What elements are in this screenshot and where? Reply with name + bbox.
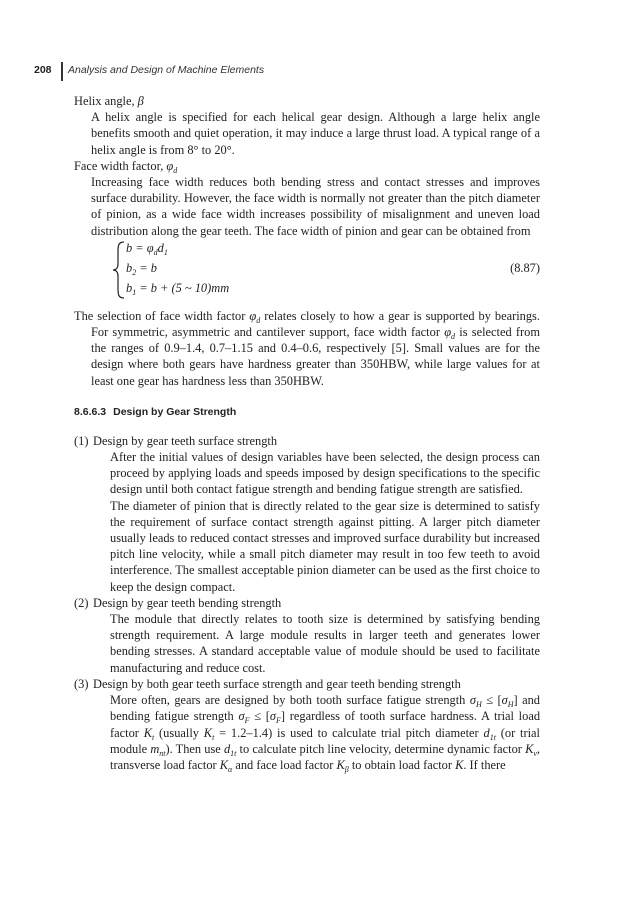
- p3-h: to calculate pitch line velocity, determine dynamic factor: [239, 741, 522, 756]
- item-number: (3): [74, 676, 89, 691]
- kt-2: K: [203, 725, 213, 740]
- eq3-tail: = b + (5 ~ 10)mm: [136, 280, 230, 295]
- p3-g: ). Then use: [165, 741, 221, 756]
- helix-symbol: β: [137, 94, 144, 108]
- sigma-f: σ: [238, 709, 245, 724]
- selection-symbol-sub: d: [256, 315, 261, 325]
- k: K: [455, 757, 464, 772]
- helix-angle-term: [74, 93, 540, 109]
- sigma-h-allow-sub: H: [507, 700, 514, 710]
- list-item-3: [74, 676, 540, 773]
- selection-paragraph: [74, 308, 540, 389]
- equation-line-3: [126, 281, 229, 296]
- item-title: Design by both gear teeth surface strength and gear teeth bending strength: [93, 676, 461, 691]
- item-title: Design by gear teeth bending strength: [93, 595, 282, 610]
- eq1-main: b = φ: [126, 240, 154, 255]
- d1t-sub: 1t: [489, 732, 496, 742]
- p3-i: , transverse load factor: [110, 741, 540, 772]
- item-paragraph-mixed: [93, 692, 540, 773]
- kv-sub: v: [533, 748, 537, 758]
- page-body: [74, 93, 540, 773]
- kt-2-sub: t: [212, 732, 215, 742]
- kt: K: [143, 725, 152, 740]
- kb-sub: β: [344, 764, 349, 774]
- mnt: m: [150, 741, 160, 756]
- header-rule: [61, 62, 63, 81]
- helix-angle-paragraph: A helix angle is specified for each helical gear design. Although a large helix angle benefits smooth and quiet operation, it may induce a large thrust load. A typical range of a helix angle is from 8° to 20°.: [91, 110, 540, 157]
- selection-symbol-2-sub: d: [451, 332, 456, 342]
- list-item-2: [74, 595, 540, 676]
- eq3-main: b: [126, 280, 133, 295]
- d1t-2: d: [223, 741, 231, 756]
- selection-text-a: The selection of face width factor: [74, 308, 246, 323]
- le-2: ≤ [: [249, 709, 270, 724]
- item-number: (1): [74, 433, 89, 448]
- section-heading: [74, 406, 540, 418]
- selection-text-c: is selected from the ranges of 0.9–1.4, 0.7–1.15 and 0.4–0.6, respectively [5]. Small values are for the design where both gears have hardness greater than 350HBW, while large values for at least one gear has hardness less than 350HBW.: [91, 325, 540, 388]
- eq2-sub: 2: [132, 267, 137, 277]
- equation-line-1: [126, 241, 168, 256]
- kb: K: [336, 757, 345, 772]
- list-item-1: [74, 433, 540, 595]
- p3-l: . If there: [463, 757, 506, 772]
- helix-term-label: Helix angle,: [74, 94, 135, 108]
- eq1-sub: d: [153, 247, 158, 257]
- item-title: Design by gear teeth surface strength: [93, 433, 278, 448]
- left-brace: [112, 240, 126, 300]
- d1t: d: [483, 725, 490, 740]
- section-title: Design by Gear Strength: [113, 405, 237, 418]
- kv: K: [525, 741, 534, 756]
- equation-line-2: [126, 261, 157, 276]
- eq3-sub: 1: [132, 287, 137, 297]
- sigma-h-allow: σ: [501, 693, 508, 708]
- item-paragraph: The module that directly relates to tooth size is determined by satisfying bending strength requirement. A large module results in larger teeth and generates lower bending stresses. A standard acceptable value of module should be used to facilitate manufacturing and reduce cost.: [110, 612, 540, 675]
- p3-e: = 1.2–1.4) is used to calculate trial pitch diameter: [219, 725, 479, 740]
- face-width-term-label: Face width factor,: [74, 158, 164, 173]
- face-width-term: [74, 158, 540, 174]
- equation-8-87: [74, 240, 540, 304]
- p3-d: (usually: [159, 725, 199, 740]
- face-width-symbol-sub: d: [173, 165, 178, 175]
- item-paragraph: The diameter of pinion that is directly related to the gear size is determined to satisfy the requirement of surface contact strength against pitting. A larger pitch diameter usually leads to reduced contact stresses and improved surface durability but increased pitch line velocity, while a small pitch diameter may result in too few teeth to avoid interference. The smallest acceptable pinion diameter can be used as the first choice to keep the design compact.: [110, 498, 540, 594]
- running-title: Analysis and Design of Machine Elements: [68, 64, 265, 76]
- eq1-tail: d: [157, 240, 164, 255]
- section-number: 8.6.6.3: [74, 405, 107, 418]
- p3-c: ] regardless of tooth surface hardness. A trial load factor: [110, 709, 541, 740]
- sigma-f-sub: F: [244, 716, 250, 726]
- sigma-h: σ: [469, 693, 476, 708]
- running-header: [0, 62, 627, 82]
- ka-sub: α: [228, 764, 233, 774]
- eq1-tail-sub: 1: [163, 247, 168, 257]
- d1t-2-sub: 1t: [230, 748, 237, 758]
- p3-j: and face load factor: [235, 757, 334, 772]
- face-width-paragraph: Increasing face width reduces both bending stress and contact stresses and improves surface durability. However, the face width is normally not greater than the pitch diameter of pinion, as a wide face width increases possibility of misalignment and uneven load distribution along the gear teeth. The face width of pinion and gear can be obtained from: [91, 175, 540, 238]
- p3-b: ] and bending fatigue strength: [110, 693, 540, 724]
- kt-sub: t: [151, 732, 155, 742]
- equation-number: (8.87): [510, 260, 540, 275]
- le-1: ≤ [: [481, 693, 502, 708]
- sigma-f-allow-sub: F: [276, 716, 281, 726]
- eq2-tail: = b: [136, 260, 157, 275]
- sigma-h-sub: H: [475, 700, 482, 710]
- mnt-sub: nt: [159, 748, 166, 758]
- selection-symbol: φ: [249, 308, 257, 323]
- item-paragraph: After the initial values of design variables have been selected, the design process can proceed by applying loads and speeds imposed by design specifications to the specific design until both contact fatigue strength and bending fatigue strength are satisfied.: [110, 450, 540, 497]
- p3-f: (or trial module: [110, 725, 540, 756]
- selection-text-b: relates closely to how a gear is supported by bearings. For symmetric, asymmetric and cantilever support, face width factor: [91, 308, 540, 340]
- item-number: (2): [74, 595, 89, 610]
- p3-a: More often, gears are designed by both tooth surface fatigue strength: [110, 693, 466, 708]
- face-width-symbol: φ: [166, 158, 174, 173]
- page-number: 208: [34, 64, 52, 76]
- sigma-f-allow: σ: [269, 709, 277, 724]
- p3-k: to obtain load factor: [351, 757, 452, 772]
- selection-symbol-2: φ: [444, 325, 452, 340]
- eq2-main: b: [126, 260, 133, 275]
- ka: K: [219, 757, 229, 772]
